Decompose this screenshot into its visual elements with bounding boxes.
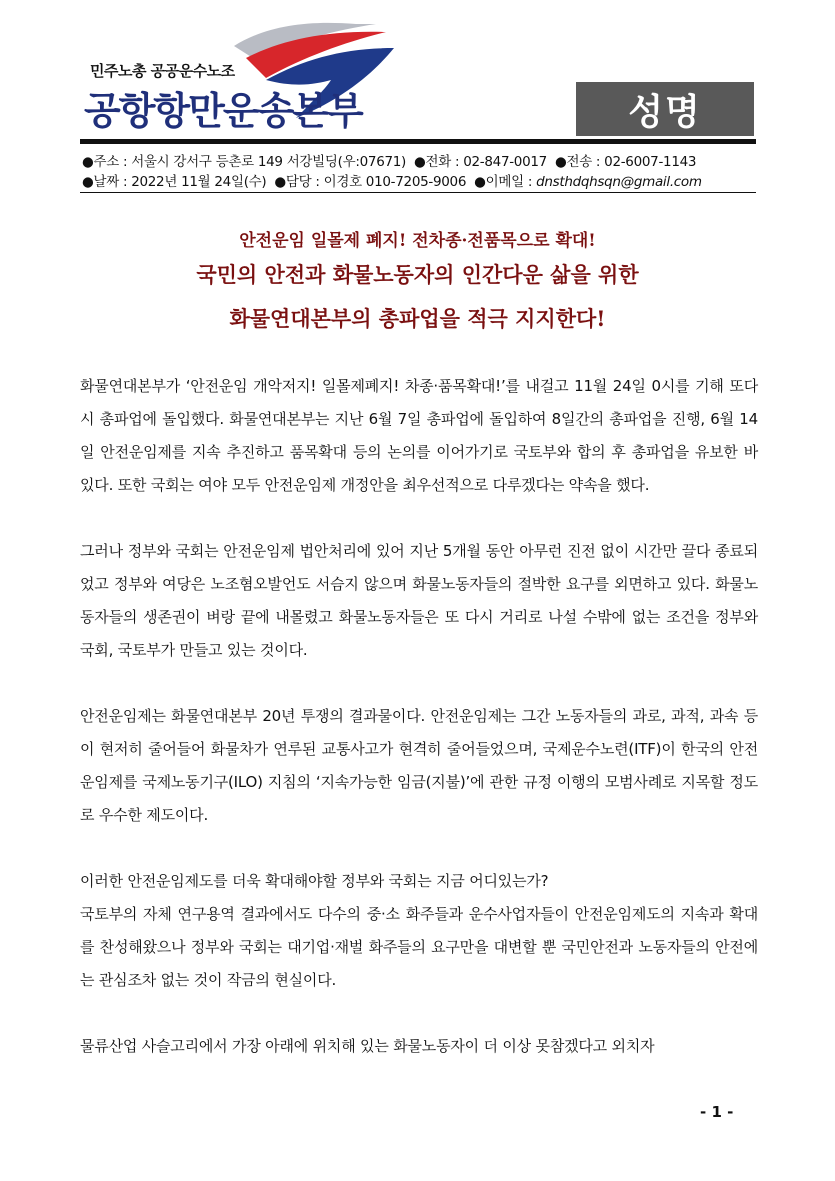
contact-line-2 xyxy=(82,170,702,190)
date: ●날짜 : 2022년 11월 24일(수) xyxy=(82,174,267,190)
paragraph-3: 안전운임제는 화물연대본부 20년 투쟁의 결과물이다. 안전운임제는 그간 노동자들의 과로, 과적, 과속 등이 현저히 줄어들어 화물차가 연루된 교통사고가 현격히 줄어들었으며, 국제운수노련(ITF)이 한국의 안전운임제를 국제노동기구(ILO) 지침의 ‘지속가능한 임금(지불)’에 관한 규정 이행의 모범사례로 지목할 정도로 우수한 제도이다. xyxy=(80,707,758,824)
email-label: ●이메일 : xyxy=(474,174,537,190)
paragraph-5: 물류산업 사슬고리에서 가장 아래에 위치해 있는 화물노동자이 더 이상 못참겠다고 외치자 xyxy=(80,1037,655,1055)
page-number: - 1 - xyxy=(700,1103,734,1121)
address: ●주소 : 서울시 강서구 등촌로 149 서강빌딩(우:07671) xyxy=(82,154,407,170)
union-name: 공항항만운송본부 xyxy=(84,89,362,133)
headline-line-2: 화물연대본부의 총파업을 적극 지지한다! xyxy=(229,306,606,331)
contact-line-1 xyxy=(82,150,696,170)
document-type-badge: 성명 xyxy=(576,82,754,136)
fax: ●전송 : 02-6007-1143 xyxy=(554,154,697,170)
header-divider-thick xyxy=(80,139,756,144)
paragraph-2: 그러나 정부와 국회는 안전운임제 법안처리에 있어 지난 5개월 동안 아무런 진전 없이 시간만 끌다 종료되었고 정부와 여당은 노조혐오발언도 서슴지 않으며 화물노동자들의 절박한 요구를 외면하고 있다. 화물노동자들의 생존권이 벼랑 끝에 내몰렸고 화물노동자들은 또 다시 거리로 나설 수밖에 없는 조건을 정부와 국회, 국토부가 만들고 있는 것이다. xyxy=(80,542,758,659)
paragraph-4: 국토부의 자체 연구용역 결과에서도 다수의 중·소 화주들과 운수사업자들이 안전운임제도의 지속과 확대를 찬성해왔으나 정부와 국회는 대기업·재벌 화주들의 요구만을 대변할 뿐 국민안전과 노동자들의 안전에는 관심조차 없는 것이 작금의 현실이다. xyxy=(80,905,758,989)
email-address: dnsthdqhsqn@gmail.com xyxy=(536,174,702,190)
phone: ●전화 : 02-847-0017 xyxy=(414,154,547,170)
contact-person: ●담당 : 이경호 010-7205-9006 xyxy=(274,174,467,190)
paragraph-1: 화물연대본부가 ‘안전운임 개악저지! 일몰제폐지! 차종·품목확대!’를 내걸고 11월 24일 0시를 기해 또다시 총파업에 돌입했다. 화물연대본부는 지난 6월 7일 총파업에 돌입하여 8일간의 총파업을 진행, 6월 14일 안전운임제를 지속 추진하고 품목확대 등의 논의를 이어가기로 국토부와 합의 후 총파업을 유보한 바 있다. 또한 국회는 여야 모두 안전운임제 개정안을 최우선적으로 다루겠다는 약속을 했다. xyxy=(80,377,758,494)
paragraph-4-question: 이러한 안전운임제도를 더욱 확대해야할 정부와 국회는 지금 어디있는가? xyxy=(80,872,549,890)
statement-body xyxy=(80,370,758,1063)
header-divider-thin xyxy=(80,192,756,193)
union-subtitle: 민주노총 공공운수노조 xyxy=(90,62,235,80)
headline-line-1: 국민의 안전과 화물노동자의 인간다운 삶을 위한 xyxy=(196,262,639,287)
headline-slogan: 안전운임 일몰제 폐지! 전차종·전품목으로 확대! xyxy=(239,231,596,251)
